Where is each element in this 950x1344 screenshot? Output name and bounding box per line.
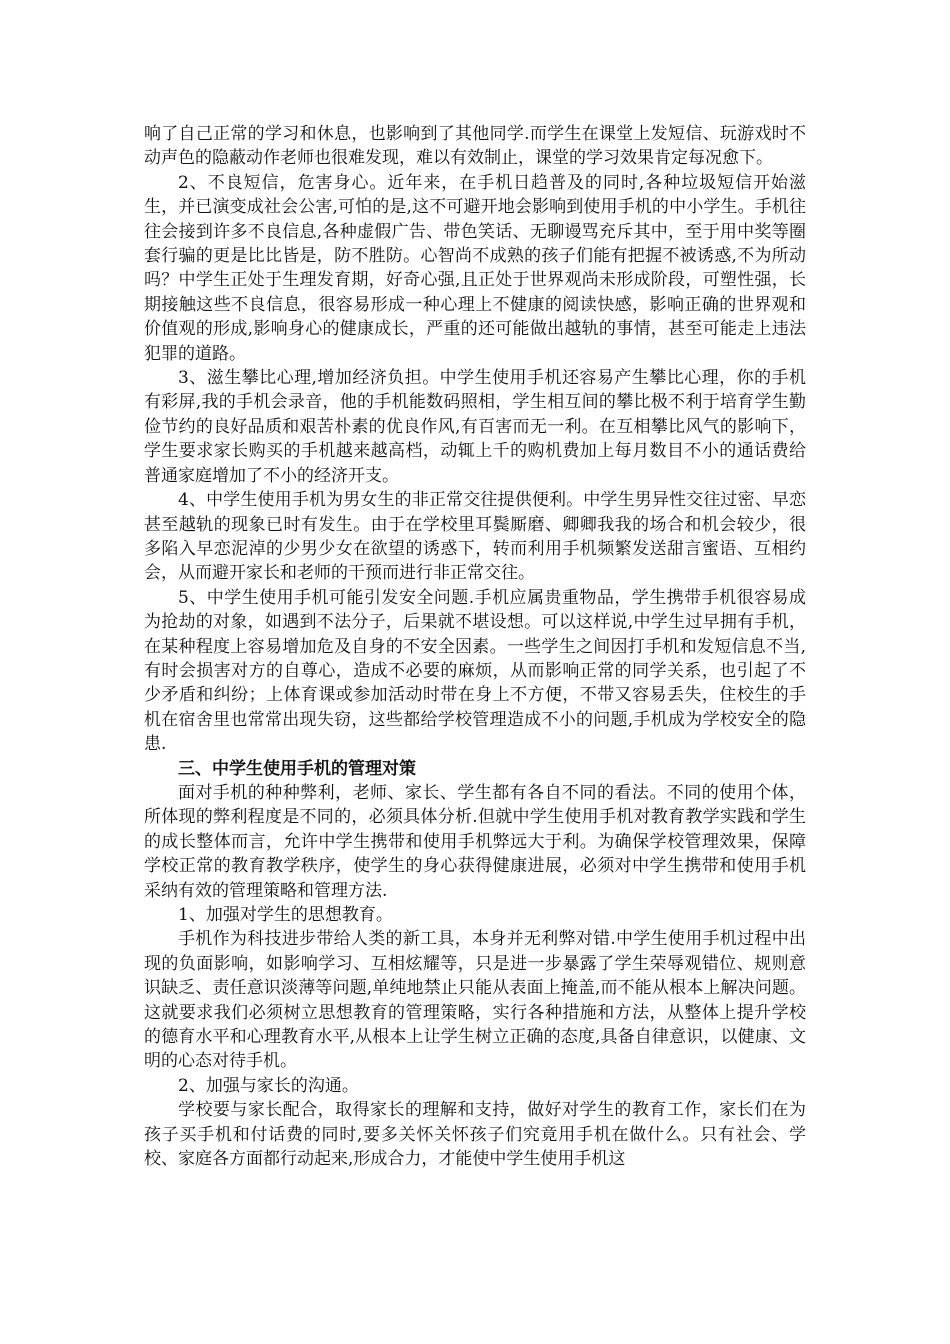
paragraph-continuation: 响了自己正常的学习和休息，也影响到了其他同学.而学生在课堂上发短信、玩游戏时不动声色的隐蔽动作老师也很难发现，难以有效制止，课堂的学习效果肯定每况愈下。 <box>144 124 806 169</box>
paragraph-ideological-education: 手机作为科技进步带给人类的新工具，本身并无利弊对错.中学生使用手机过程中出现的负面影响，如影响学习、互相炫耀等，只是进一步暴露了学生荣辱观错位、规则意识缺乏、责任意识淡薄等问题,单纯地禁止只能从表面上掩盖,而不能从根本上解决问题。这就要求我们必须树立思想教育的管理策略，实行各种措施和方法，从整体上提升学校的德育水平和心理教育水平,从根本上让学生树立正确的态度,具备自律意识，以健康、文明的心态对待手机。 <box>144 929 806 1072</box>
document-page <box>144 122 806 1171</box>
paragraph-parent-communication: 学校要与家长配合，取得家长的理解和支持，做好对学生的教育工作，家长们在为孩子买手机和付话费的同时,要多关怀关怀孩子们究竟用手机在做什么。只有社会、学校、家庭各方面都行动起来,形成合力，才能使中学生使用手机这 <box>144 1100 806 1170</box>
paragraph-safety-issues: 5、中学生使用手机可能引发安全问题.手机应属贵重物品，学生携带手机很容易成为抢劫的对象，如遇到不法分子，后果就不堪设想。可以这样说,中学生过早拥有手机，在某种程度上容易增加危及自身的不安全因素。一些学生之间因打手机和发短信息不当,有时会损害对方的自尊心，造成不必要的麻烦，从而影响正常的同学关系，也引起了不少矛盾和纠纷；上体育课或参加活动时带在身上不方便，不带又容易丢失，住校生的手机在宿舍里也常常出现失窃，这些都给学校管理造成不小的问题,手机成为学校安全的隐患. <box>144 587 806 755</box>
paragraph-management-overview: 面对手机的种种弊利，老师、家长、学生都有各自不同的看法。不同的使用个体，所体现的弊利程度是不同的，必须具体分析.但就中学生使用手机对教育教学实践和学生的成长整体而言，允许中学生携带和使用手机弊远大于利。为确保学校管理效果，保障学校正常的教育教学秩序，使学生的身心获得健康进展，必须对中学生携带和使用手机采纳有效的管理策略和管理方法. <box>144 782 806 901</box>
paragraph-abnormal-relationships: 4、中学生使用手机为男女生的非正常交往提供便利。中学生男异性交往过密、早恋甚至越轨的现象已时有发生。由于在学校里耳鬓厮磨、卿卿我我的场合和机会较少，很多陷入早恋泥淖的少男少女在欲望的诱惑下，转而利用手机频繁发送甜言蜜语、互相约会，从而避开家长和老师的干预而进行非正常交往。 <box>144 490 806 584</box>
paragraph-comparison-mentality: 3、滋生攀比心理,增加经济负担。中学生使用手机还容易产生攀比心理，你的手机有彩屏,我的手机会录音，他的手机能数码照相，学生相互间的攀比极不利于培育学生勤俭节约的良好品质和艰苦朴素的优良作风,有百害而无一利。在互相攀比风气的影响下，学生要求家长购买的手机越来越高档，动辄上千的购机费加上每月数目不小的通话费给普通家庭增加了不小的经济开支。 <box>144 368 806 486</box>
section-heading: 三、中学生使用手机的管理对策 <box>178 758 416 779</box>
subheading-parent-communication: 2、加强与家长的沟通。 <box>178 1075 359 1096</box>
paragraph-harmful-messages: 2、不良短信，危害身心。近年来，在手机日趋普及的同时,各种垃圾短信开始滋生，并已演变成社会公害,可怕的是,这不可避开地会影响到使用手机的中小学生。手机往往会接到许多不良信息,各种虚假广告、带色笑话、无聊谩骂充斥其中，至于用中奖等圈套行骗的更是比比皆是，防不胜防。心智尚不成熟的孩子们能有把握不被诱惑,不为所动吗？中学生正处于生理发育期，好奇心强,且正处于世界观尚未形成阶段，可塑性强，长期接触这些不良信息，很容易形成一种心理上不健康的阅读快感，影响正确的世界观和价值观的形成,影响身心的健康成长，严重的还可能做出越轨的事情，甚至可能走上违法犯罪的道路。 <box>144 172 806 364</box>
subheading-ideological-education: 1、加强对学生的思想教育。 <box>178 905 393 925</box>
